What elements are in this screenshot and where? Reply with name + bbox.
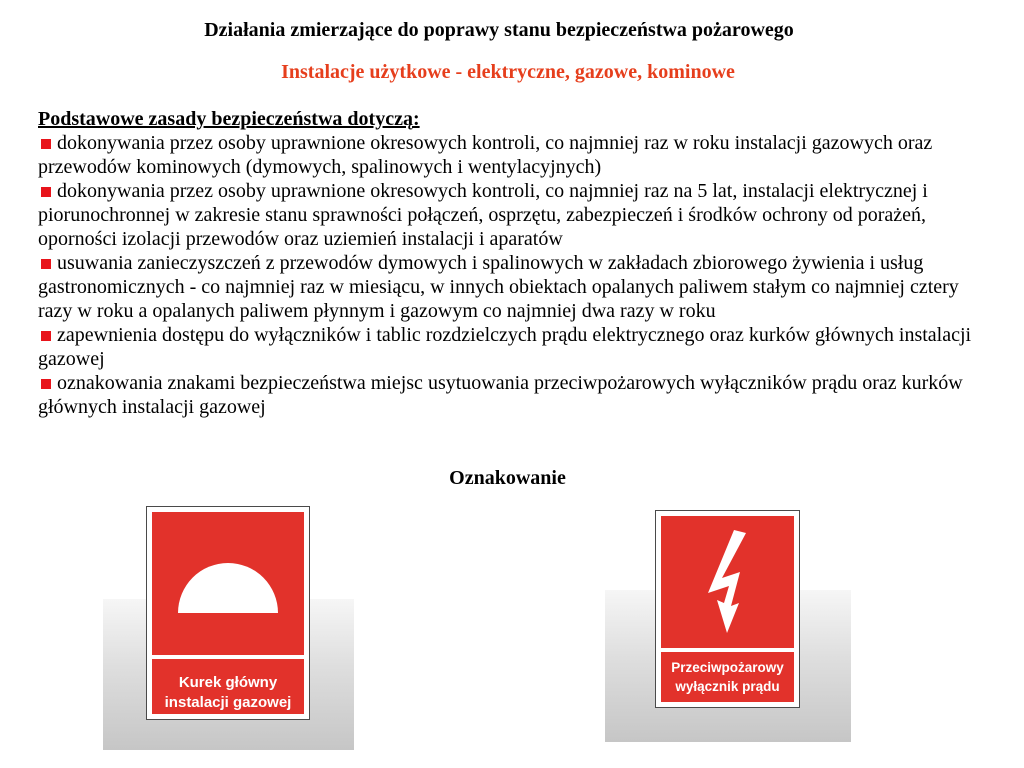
sign-label (661, 652, 794, 702)
fire-power-switch-sign (655, 510, 800, 708)
rule-text: dokonywania przez osoby uprawnione okresowych kontroli, co najmniej raz w roku instalacji gazowych oraz przewodów kominowych (dymowych, spalinowych i wentylacyjnych) (38, 132, 933, 178)
slide-subtitle: Instalacje użytkowe - elektryczne, gazowe, kominowe (281, 61, 735, 83)
sign-symbol-panel (661, 516, 794, 648)
sign-label-line: wyłącznik prądu (675, 679, 780, 694)
bullet-square-icon (41, 259, 51, 269)
slide-title: Działania zmierzające do poprawy stanu bezpieczeństwa pożarowego (204, 19, 794, 41)
rule-item (38, 179, 988, 251)
half-circle-icon (178, 563, 278, 613)
bullet-square-icon (41, 331, 51, 341)
rule-item (38, 371, 988, 419)
sign-symbol-panel (152, 512, 304, 655)
rule-text: oznakowania znakami bezpieczeństwa miejsc usytuowania przeciwpożarowych wyłączników prądu oraz kurków głównych instalacji gazowej (38, 372, 963, 418)
bullet-square-icon (41, 187, 51, 197)
safety-rules-list (38, 107, 988, 419)
rules-heading: Podstawowe zasady bezpieczeństwa dotyczą: (38, 108, 420, 130)
rule-item (38, 323, 988, 371)
bullet-square-icon (41, 139, 51, 149)
bullet-square-icon (41, 379, 51, 389)
sign-label-line: instalacji gazowej (164, 694, 292, 711)
gas-valve-sign (146, 506, 310, 720)
sign-label-line: Kurek główny (178, 674, 278, 691)
sign-label-line: Przeciwpożarowy (671, 660, 784, 675)
lightning-bolt-icon (704, 529, 750, 634)
rule-text: usuwania zanieczyszczeń z przewodów dymowych i spalinowych w zakładach zbiorowego żywienia i usług gastronomicznych - co najmniej raz w miesiącu, w innych obiektach opalanych paliwem stałym co najmniej cztery razy w roku a opalanych paliwem płynnym i gazowym co najmniej dwa razy w roku (38, 252, 959, 322)
sign-label (152, 659, 304, 714)
rule-text: zapewnienia dostępu do wyłączników i tablic rozdzielczych prądu elektrycznego oraz kurków głównych instalacji gazowej (38, 324, 972, 370)
signage-heading: Oznakowanie (449, 467, 566, 489)
rule-text: dokonywania przez osoby uprawnione okresowych kontroli, co najmniej raz na 5 lat, instalacji elektrycznej i piorunochronnej w zakresie stanu sprawności połączeń, osprzętu, zabezpieczeń i środków ochrony od porażeń, oporności izolacji przewodów oraz uziemień instalacji i aparatów (38, 180, 928, 250)
rule-item (38, 251, 988, 323)
rule-item (38, 131, 988, 179)
